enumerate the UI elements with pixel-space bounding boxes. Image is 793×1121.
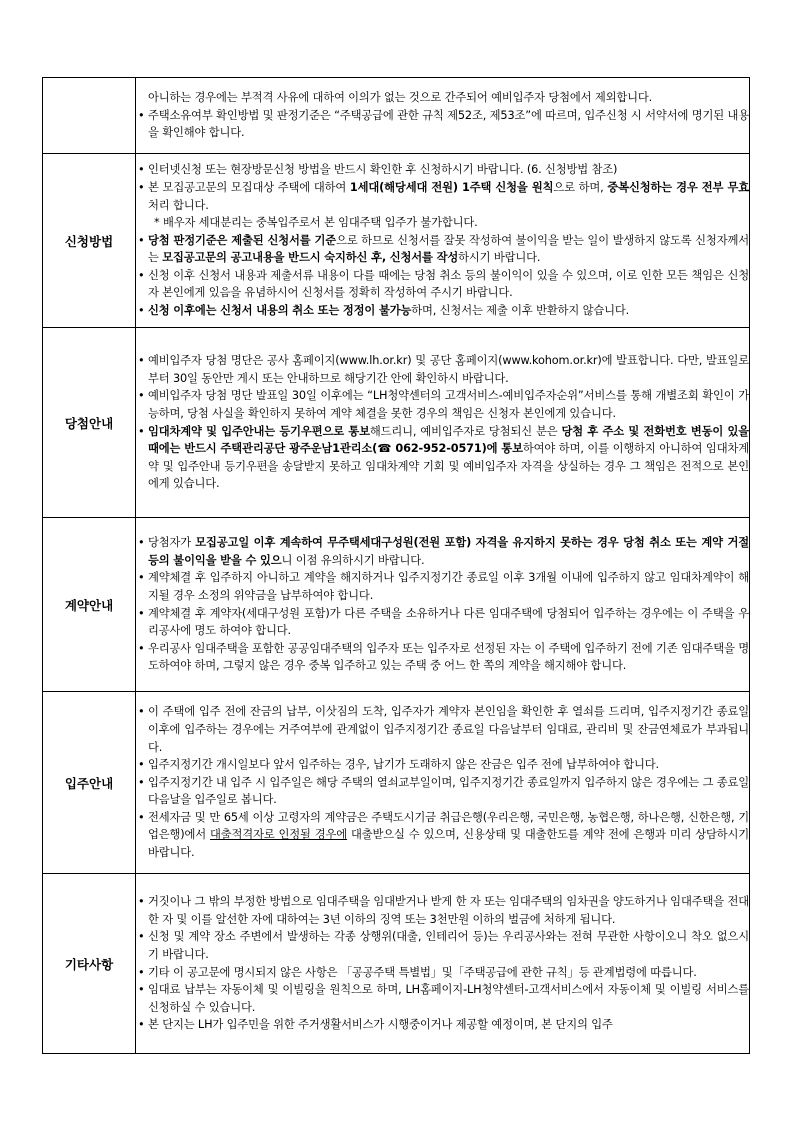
body-text: 본 모집공고문의 모집대상 주택에 대하여 <box>148 180 350 194</box>
section-content <box>136 692 750 874</box>
emphasis-text: 임대차계약 및 입주안내는 등기우편으로 통보 <box>148 424 370 438</box>
section-label <box>43 78 136 154</box>
list-item <box>136 928 749 963</box>
emphasis-text: 모집공고문의 공고내용을 반드시 숙지하신 후, 신청서를 작성 <box>162 251 459 265</box>
list-item <box>136 107 749 142</box>
underlined-text: 대출적격자로 인정될 경우에 <box>210 828 348 842</box>
body-text: 하여야 하며, 이를 이행하지 아니하여 임대차계약 및 입주안내 등기우편을 송달받지 못하고 임대차계약 기회 및 예비입주자 자격을 상실하는 경우 그 책임은 전적으로 본인에게 있습니다. <box>148 442 749 491</box>
body-text: 인터넷신청 또는 현장방문신청 방법을 반드시 확인한 후 신청하시기 바랍니다. (6. 신청방법 참조) <box>148 163 618 177</box>
body-text: 입주지정기간 개시일보다 앞서 입주하는 경우, 납기가 도래하지 않은 잔금은 입주 전에 납부하여야 합니다. <box>148 758 659 772</box>
section-label: 기타사항 <box>43 874 136 1054</box>
list-item <box>136 1016 749 1034</box>
list-item <box>136 981 749 1016</box>
notice-table-body <box>43 78 750 1054</box>
emphasis-text: 신청 이후에는 신청서 내용의 취소 또는 정정이 불가능 <box>148 304 412 318</box>
body-text: 입주지정기간 내 입주 시 입주일은 해당 주택의 열쇠교부일이며, 입주지정기간 종료일까지 입주하지 않은 경우에는 그 종료일 다음날을 입주일로 봅니다. <box>148 775 749 807</box>
list-item <box>136 161 749 179</box>
section-row <box>43 692 750 874</box>
body-text: 본 단지는 LH가 입주민을 위한 주거생활서비스가 시행중이거나 제공할 예정이며, 본 단지의 입주 <box>148 1018 613 1032</box>
list-item <box>136 809 749 862</box>
list-item <box>136 605 749 640</box>
section-row <box>43 78 750 154</box>
list-item <box>136 352 749 387</box>
body-text: 신청 이후 신청서 내용과 제출서류 내용이 다를 때에는 당첨 취소 등의 불이익이 있을 수 있으며, 이로 인한 모든 책임은 신청자 본인에게 있음을 유념하시어 신청서를 정확히 작성하여 주시기 바랍니다. <box>148 268 749 300</box>
section-label: 신청방법 <box>43 154 136 328</box>
section-row <box>43 328 750 518</box>
section-row <box>43 874 750 1054</box>
list-item <box>136 302 749 320</box>
list-item <box>136 756 749 774</box>
body-text: 우리공사 임대주택을 포함한 공공임대주택의 입주자 또는 입주자로 선정된 자는 이 주택에 입주하기 전에 기존 임대주택을 명도하여야 하며, 그렇지 않은 경우 중복 입주하고 있는 주택 중 어느 한 쪽의 계약을 해지해야 합니다. <box>148 641 749 673</box>
emphasis-text: 중복신청하는 경우 전부 무효 <box>607 180 749 194</box>
body-text: 전세자금 및 만 65세 이상 고령자의 계약금은 주택도시기금 취급은행(우리은행, 국민은행, 농협은행, 하나은행, 신한은행, 기업은행)에서 <box>148 810 749 842</box>
section-label: 당첨안내 <box>43 328 136 518</box>
body-text: 임대료 납부는 자동이체 및 이빌링을 원칙으로 하며, LH홈페이지-LH청약센터-고객서비스에서 자동이체 및 이빌링 서비스를 신청하실 수 있습니다. <box>148 983 749 1014</box>
list-item <box>136 703 749 756</box>
section-content <box>136 518 750 692</box>
section-content <box>136 154 750 328</box>
list-item <box>136 640 749 675</box>
body-text: 예비입주자 당첨 명단은 공사 홈페이지(www.lh.or.kr) 및 공단 홈페이지(www.kohom.or.kr)에 발표합니다. 다만, 발표일로부터 30일 동안만 게시 또는 안내하므로 해당기간 안에 확인하시 바랍니다. <box>148 354 749 385</box>
list-item <box>136 569 749 604</box>
body-text: 하시기 바랍니다. <box>458 251 541 265</box>
section-label: 입주안내 <box>43 692 136 874</box>
body-text: 으로 하므로 신청서를 잘못 작성하여 불이익을 받는 일이 발생하지 않도록 신청자께서는 <box>148 233 749 265</box>
item-list <box>136 89 749 142</box>
item-list <box>136 161 749 319</box>
list-item <box>136 232 749 267</box>
body-text: 이 주택에 입주 전에 잔금의 납부, 이삿짐의 도착, 입주자가 계약자 본인임을 확인한 후 열쇠를 드리며, 입주지정기간 종료일 이후에 입주하는 경우에는 거주여부에 관계없이 입주지정기간 종료일 다음날부터 임대료, 관리비 및 잔금연체료가 부과됩니다. <box>148 705 749 754</box>
body-text: 주택소유여부 확인방법 및 판정기준은 “주택공급에 관한 규칙 제52조, 제53조”에 따르며, 입주신청 시 서약서에 명기된 내용을 확인해야 합니다. <box>148 108 749 140</box>
item-list <box>136 893 749 1034</box>
emphasis-text: 모집공고일 이후 계속하여 무주택세대구성원(전원 포함) 자격을 유지하지 못하는 경우 당첨 취소 또는 계약 거절 등의 불이익을 받을 수 있으 <box>148 536 749 567</box>
body-text: 니 이점 유의하시기 바랍니다. <box>281 553 425 567</box>
body-text: 기타 이 공고문에 명시되지 않은 사항은 「공공주택 특별법」및「주택공급에 관한 규칙」등 관계법령에 따릅니다. <box>148 965 697 979</box>
notice-table <box>42 77 750 1054</box>
body-text: 해드리니, 예비입주자로 당첨되신 분은 <box>369 424 562 438</box>
list-item <box>136 534 749 569</box>
body-text: 으로 하며, <box>553 180 608 194</box>
list-item <box>136 774 749 809</box>
body-text: 대출받으실 수 있으며, 신용상태 및 대출한도를 계약 전에 은행과 미리 상담하시기 바랍니다. <box>148 828 750 860</box>
section-row <box>43 154 750 328</box>
body-text: 아니하는 경우에는 부적격 사유에 대하여 이의가 없는 것으로 간주되어 예비입주자 당첨에서 제외합니다. <box>148 91 653 105</box>
body-text: 계약체결 후 입주하지 아니하고 계약을 해지하거나 입주지정기간 종료일 이후 3개월 이내에 입주하지 않고 임대차계약이 해지될 경우 소정의 위약금을 납부하여야 합니다. <box>148 571 749 602</box>
notice-page <box>42 77 750 1054</box>
emphasis-text: 당첨 판정기준은 제출된 신청서를 기준 <box>148 233 337 247</box>
body-text: 거짓이나 그 밖의 부정한 방법으로 임대주택을 임대받거나 받게 한 자 또는 임대주택의 임차권을 양도하거나 임대주택을 전대한 자 및 이를 알선한 자에 대하여는 3년 이하의 징역 또는 3천만원 이하의 벌금에 처하게 됩니다. <box>148 895 749 926</box>
body-text: 예비입주자 당첨 명단 발표일 30일 이후에는 “LH청약센터의 고객서비스-예비입주자순위”서비스를 통해 개별조회 확인이 가능하며, 당첨 사실을 확인하지 못하여 계약 체결을 못한 경우의 책임은 신청자 본인에게 있습니다. <box>148 389 749 420</box>
emphasis-text: 1세대(해당세대 전원) 1주택 신청을 원칙 <box>349 180 554 194</box>
list-item <box>136 964 749 982</box>
body-text: 처리 합니다. <box>148 198 209 212</box>
list-item <box>136 179 749 214</box>
list-item <box>136 387 749 422</box>
list-item <box>136 89 749 107</box>
body-text: 당첨자가 <box>148 536 196 550</box>
body-text: * 배우자 세대분리는 중복입주로서 본 임대주택 입주가 불가합니다. <box>154 216 478 230</box>
body-text: 계약체결 후 계약자(세대구성원 포함)가 다른 주택을 소유하거나 다른 임대주택에 당첨되어 입주하는 경우에는 이 주택을 우리공사에 명도 하여야 합니다. <box>148 606 749 638</box>
list-item <box>136 893 749 928</box>
item-list <box>136 703 749 861</box>
list-item <box>136 267 749 302</box>
body-text: 하며, 신청서는 제출 이후 반환하지 않습니다. <box>411 304 630 318</box>
section-content <box>136 328 750 518</box>
section-label: 계약안내 <box>43 518 136 692</box>
list-item <box>136 214 749 232</box>
emphasis-text: 당첨 후 주소 및 전화번호 변동이 있을 때에는 반드시 주택관리공단 광주운남1관리소(☎ 062-952-0571)에 통보 <box>148 424 749 456</box>
item-list <box>136 352 749 493</box>
section-row <box>43 518 750 692</box>
item-list <box>136 534 749 675</box>
list-item <box>136 423 749 493</box>
section-content <box>136 874 750 1054</box>
body-text: 신청 및 계약 장소 주변에서 발생하는 각종 상행위(대출, 인테리어 등)는 우리공사와는 전혀 무관한 사항이오니 착오 없으시기 바랍니다. <box>148 930 749 961</box>
section-content <box>136 78 750 154</box>
